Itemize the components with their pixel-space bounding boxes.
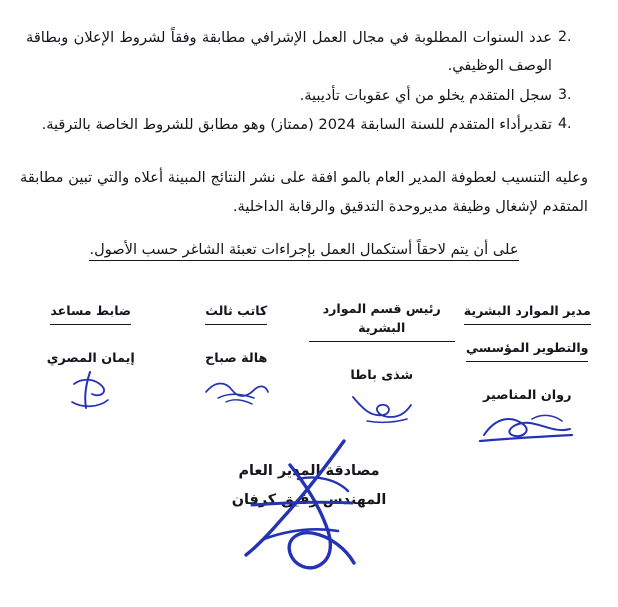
signature-mark: [164, 368, 310, 414]
signature-title: مدير الموارد البشرية: [464, 302, 591, 325]
list-item-text: تقديرأداء المتقدم للسنة السابقة 2024 (ممتاز) وهو مطابق للشروط الخاصة بالترقية.: [41, 116, 552, 134]
signature-title: رئيس قسم الموارد البشرية: [309, 300, 455, 342]
closing-statement: [0, 235, 618, 264]
handwritten-signature-icon: [56, 368, 126, 416]
signature-title-line2: والتطوير المؤسسي: [466, 339, 588, 362]
numbered-list: [0, 0, 618, 140]
spacer: [0, 141, 618, 163]
signature-row: [18, 300, 600, 451]
list-item-number: 3.: [558, 86, 572, 103]
signature-name: هالة صباح: [205, 351, 268, 367]
signature-name: شذى باطا: [350, 368, 414, 384]
signature-mark: [18, 368, 164, 414]
list-item-text: سجل المتقدم يخلو من أي عقوبات تأديبية.: [299, 86, 552, 104]
recommendation-paragraph: وعليه التنسيب لعطوفة المدير العام بالمو افقة على نشر النتائج المبينة أعلاه والتي تبين مطابقة المتقدم لإشغال وظيفة مديروحدة التدقيق والرقابة الداخلية.: [20, 168, 588, 215]
signature-mark: [309, 385, 455, 431]
list-item-number: 2.: [558, 29, 572, 45]
approval-line-1: مصادقة المدير العام: [238, 463, 380, 480]
list-item: [26, 111, 584, 139]
list-item: [26, 24, 584, 81]
approval-line-2: المهندس رفيق كرفان: [231, 491, 387, 508]
signature-title: ضابط مساعد: [50, 302, 131, 325]
handwritten-signature-icon: [196, 368, 276, 414]
signature-name: إيمان المصري: [46, 351, 135, 367]
handwritten-signature-icon: [337, 385, 427, 431]
signature-block-hr-director: [455, 300, 601, 451]
closing-statement-text: على أن يتم لاحقاً أستكمال العمل بإجراءات تعبئة الشاغر حسب الأصول.: [89, 241, 518, 261]
spacer: [0, 221, 618, 235]
signature-block-third-clerk: [164, 300, 310, 414]
signature-mark: [455, 405, 601, 451]
signature-block-hr-section-head: [309, 300, 455, 431]
list-item: [26, 82, 584, 110]
list-item-number: 4.: [558, 116, 572, 133]
handwritten-signature-icon: [472, 405, 582, 451]
general-manager-approval: [0, 457, 618, 587]
signature-title: كاتب ثالث: [205, 302, 267, 325]
signature-area: [0, 300, 618, 451]
list-item-text: عدد السنوات المطلوبة في مجال العمل الإشرافي مطابقة وفقاً لشروط الإعلان وبطاقة الوصف الوظيفي.: [26, 29, 552, 75]
signature-name: روان المناصير: [483, 388, 572, 404]
signature-block-assistant-officer: [18, 300, 164, 414]
